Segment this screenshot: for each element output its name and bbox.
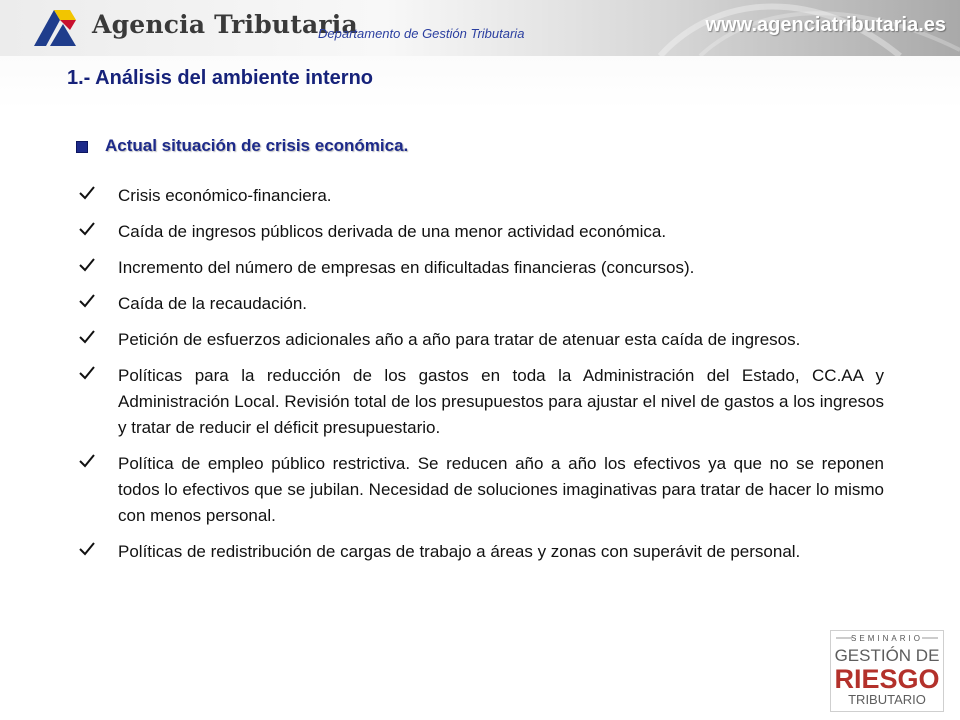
checkmark-icon [78, 540, 96, 558]
checklist [78, 183, 884, 565]
list-item [78, 255, 884, 281]
seminario-line2: RIESGO [834, 664, 940, 694]
list-item [78, 363, 884, 441]
list-item-text: Políticas de redistribución de cargas de trabajo a áreas y zonas con superávit de personal. [118, 542, 801, 561]
checkmark-icon [78, 292, 96, 310]
list-item [78, 539, 884, 565]
list-item-text: Caída de ingresos públicos derivada de una menor actividad económica. [118, 222, 667, 241]
list-item [78, 183, 884, 209]
list-item-text: Política de empleo público restrictiva. Se reducen año a año los efectivos ya que no se reponen todos lo efectivos que se jubilan. Necesidad de soluciones imaginativas para tratar de hacer lo mismo con menos personal. [118, 454, 884, 525]
list-item [78, 451, 884, 529]
list-item-text: Petición de esfuerzos adicionales año a año para tratar de atenuar esta caída de ingresos. [118, 330, 801, 349]
subheading [76, 136, 408, 156]
subheading-text: Actual situación de crisis económica. [105, 136, 409, 155]
list-item [78, 327, 884, 353]
checkmark-icon [78, 328, 96, 346]
seminario-riesgo-logo-icon [830, 630, 944, 712]
seminario-line1: GESTIÓN DE [834, 646, 940, 665]
list-item-text: Políticas para la reducción de los gastos en toda la Administración del Estado, CC.AA y Administración Local. Revisión total de los presupuestos para ajustar el nivel de gastos a los ingresos y tratar de reducir el déficit presupuestario. [118, 366, 884, 437]
seminario-label: SEMINARIO [851, 634, 923, 643]
checkmark-icon [78, 364, 96, 382]
list-item [78, 219, 884, 245]
agencia-tributaria-logo-icon [30, 6, 80, 50]
square-bullet-icon [76, 141, 88, 153]
brand-name: Agencia Tributaria [92, 10, 358, 39]
list-item-text: Caída de la recaudación. [118, 294, 308, 313]
website-url[interactable]: www.agenciatributaria.es [705, 14, 946, 36]
checkmark-icon [78, 256, 96, 274]
seminario-line3: TRIBUTARIO [848, 692, 926, 707]
header-bar [0, 0, 960, 56]
department-label: Departamento de Gestión Tributaria [318, 26, 525, 41]
checkmark-icon [78, 220, 96, 238]
list-item [78, 291, 884, 317]
checkmark-icon [78, 184, 96, 202]
section-title: 1.- Análisis del ambiente interno [67, 67, 373, 89]
list-item-text: Crisis económico-financiera. [118, 186, 332, 205]
list-item-text: Incremento del número de empresas en dificultadas financieras (concursos). [118, 258, 695, 277]
checkmark-icon [78, 452, 96, 470]
